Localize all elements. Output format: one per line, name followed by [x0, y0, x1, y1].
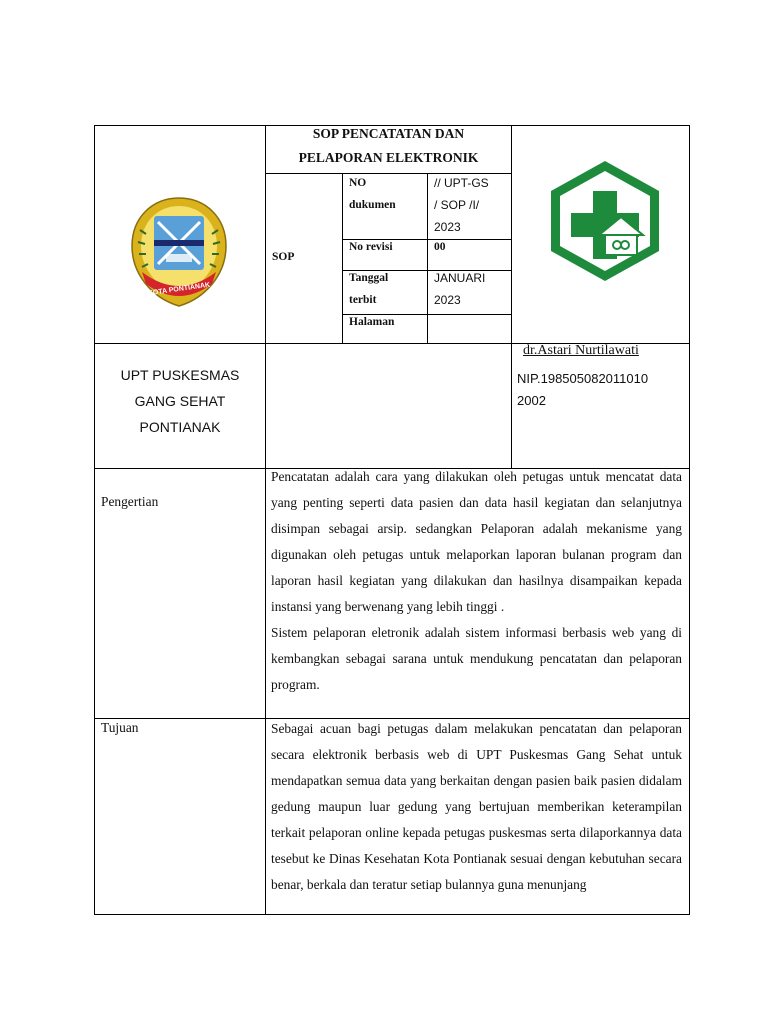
org-name-line3: PONTIANAK	[139, 419, 221, 435]
kota-pontianak-emblem-icon	[128, 194, 230, 310]
signatory-nip: NIP.198505082011010 2002	[517, 371, 649, 408]
document-title-line2: PELAPORAN ELEKTRONIK	[298, 150, 479, 165]
no-revisi-label: No revisi	[349, 241, 393, 253]
signatory-name: dr.Astari Nurtilawati	[523, 343, 639, 358]
pengertian-label: Pengertian	[101, 494, 159, 509]
org-name-line1: UPT PUSKESMAS	[120, 367, 240, 383]
document-title-line1: SOP PENCATATAN DAN	[312, 126, 465, 141]
org-name-line2: GANG SEHAT	[134, 393, 226, 409]
halaman-label: Halaman	[349, 316, 395, 328]
no-revisi-value: 00	[434, 241, 446, 253]
no-dokumen-label: NO dukumen	[349, 177, 396, 211]
pengertian-text: Pencatatan adalah cara yang dilakukan oleh petugas untuk mencatat data yang penting seperti data pasien dan data hasil kegiatan dan selanjutnya disimpan sebagai arsip. sedangkan Pelaporan adalah mekanisme yang digunakan oleh petugas untuk melaporkan laporan bulanan program dan laporan hasil kegiatan yang dilakukan dan hasilnya disampaikan kepada instansi yang berwenang yang lebih tinggi . Sistem pelaporan eletronik adalah sistem informasi berbasis web yang di kembangkan sebagai sarana untuk mendukung pencatatan dan pelaporan program.	[271, 469, 682, 692]
emblem-text: KOTA PONTIANAK	[147, 281, 211, 298]
tujuan-label: Tujuan	[101, 720, 139, 735]
puskesmas-logo-icon	[541, 157, 669, 285]
sop-label: SOP	[272, 251, 295, 263]
tanggal-terbit-label: Tanggal terbit	[349, 272, 389, 306]
tujuan-text: Sebagai acuan bagi petugas dalam melakukan pencatatan dan pelaporan secara elektronik berbasis web di UPT Puskesmas Gang Sehat untuk mendapatkan semua data yang berkaitan dengan pasien baik pasien didalam gedung maupun luar gedung yang bertujuan memberikan keterampilan terkait pelaporan online kepada petugas puskesmas serta dilaporkannya data tesebut ke Dinas Kesehatan Kota Pontianak sesuai dengan kebutuhan secara benar, berkala dan teratur setiap bulannya guna menunjang	[271, 721, 682, 892]
no-dokumen-value: // UPT-GS / SOP /I/ 2023	[434, 176, 489, 234]
tanggal-terbit-value: JANUARI 2023	[434, 271, 486, 307]
